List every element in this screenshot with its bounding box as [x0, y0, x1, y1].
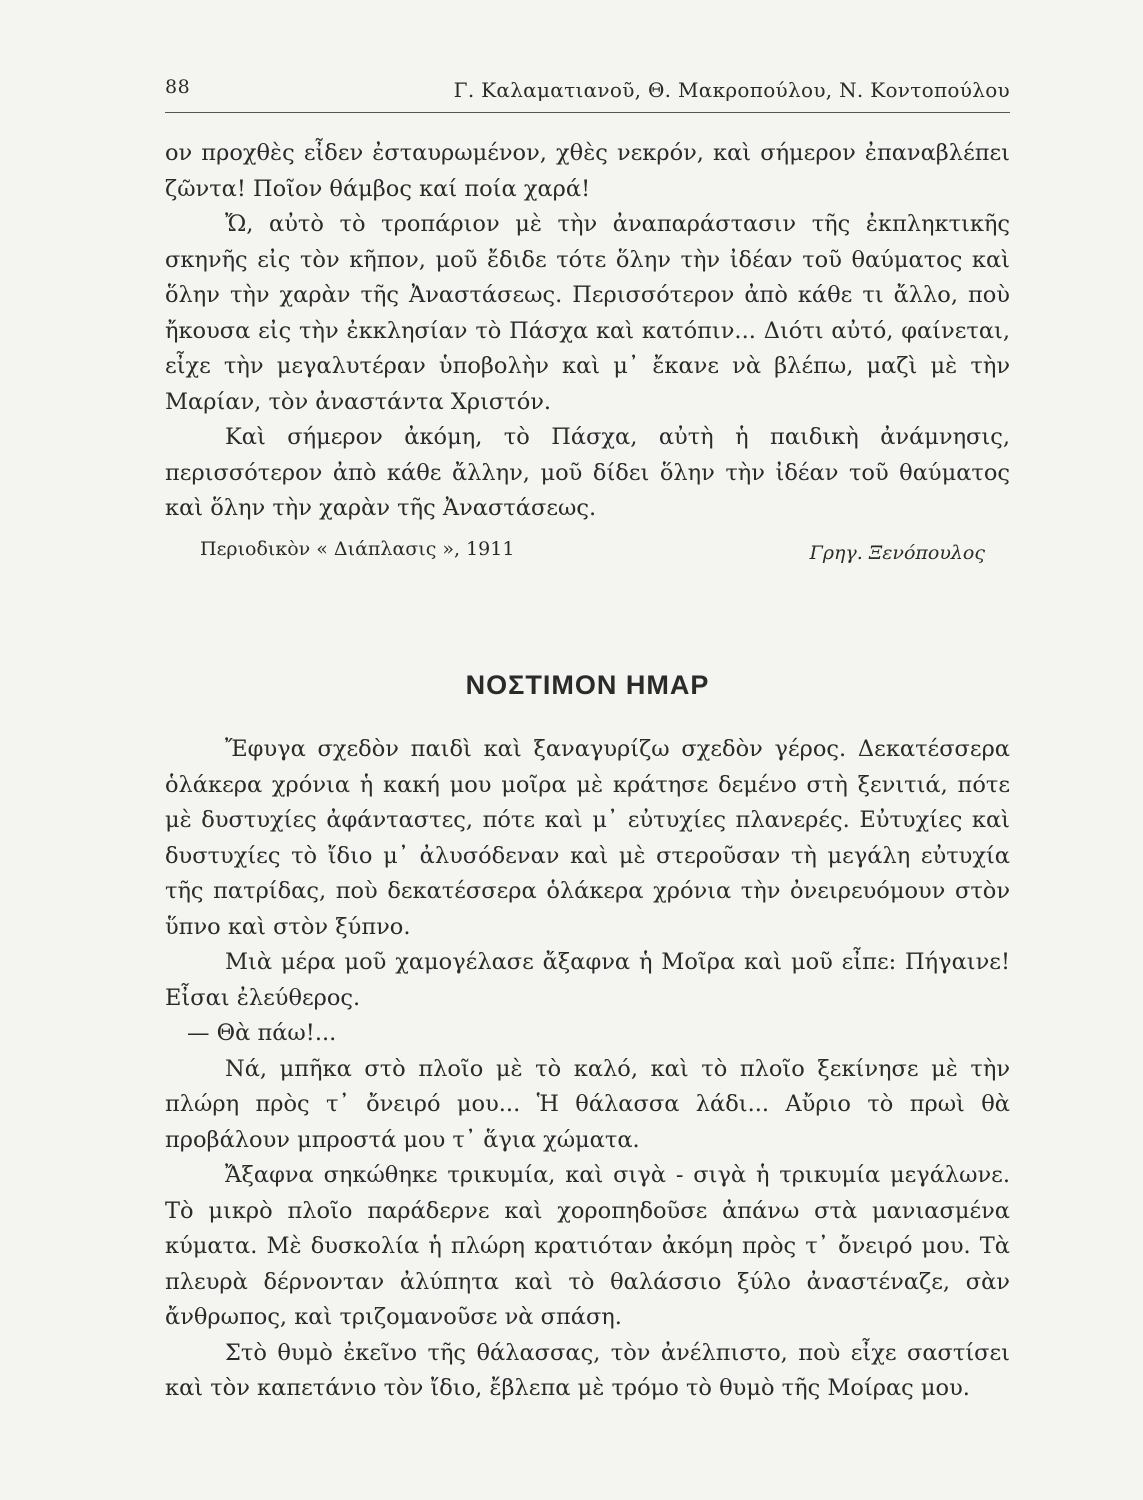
paragraph: Νά, μπῆκα στὸ πλοῖο μὲ τὸ καλό, καὶ τὸ πλοῖο ξεκίνησε μὲ τὴν πλώρη πρὸς τ᾿ ὄνειρό μου... Ἡ θάλασσα λάδι... Αὔριο τὸ πρωὶ θὰ προβάλουν μπροστά μου τ᾿ ἅγια χώματα. — [165, 1055, 1010, 1153]
paragraph: Μιὰ μέρα μοῦ χαμογέλασε ἄξαφνα ἡ Μοῖρα καὶ μοῦ εἶπε: Πήγαινε! Εἶσαι ἐλεύθερος. — [165, 949, 1010, 1011]
paragraph: Ἔφυγα σχεδὸν παιδὶ καὶ ξαναγυρίζω σχεδὸν γέρος. Δεκατέσσερα ὁλάκερα χρόνια ἡ κακή μου μοῖρα μὲ κράτησε δεμένο στὴ ξενιτιά, πότε μὲ δυστυχίες ἀφάνταστες, πότε καὶ μ᾿ εὐτυχίες πλανερές. Εὐτυχίες καὶ δυστυχίες τὸ ἴδιο μ᾿ ἀλυσόδεναν καὶ μὲ στεροῦσαν τὴ μεγάλη εὐτυχία τῆς πατρίδας, ποὺ δεκατέσσερα ὁλάκερα χρόνια τὴν ὀνειρευόμουν στὸν ὕπνο καὶ στὸν ξύπνο. — [165, 736, 1010, 940]
story-text-section — [165, 732, 1010, 1407]
page-header — [165, 72, 1010, 113]
credit-source: Περιοδικὸν « Διάπλασις », 1911 — [200, 538, 515, 560]
paragraph: Καὶ σήμερον ἀκόμη, τὸ Πάσχα, αὐτὴ ἡ παιδικὴ ἀνάμνησις, περισσότερον ἀπὸ κάθε ἄλλην, μοῦ δίδει ὅλην τὴν ἰδέαν τοῦ θαύματος καὶ ὅλην τὴν χαρὰν τῆς Ἀναστάσεως. — [165, 424, 1010, 521]
paragraph: Ἄξαφνα σηκώθηκε τρικυμία, καὶ σιγὰ - σιγὰ ἡ τρικυμία μεγάλωνε. Τὸ μικρὸ πλοῖο παράδερνε καὶ χοροπηδοῦσε ἀπάνω στὰ μανιασμένα κύματα. Μὲ δυσκολία ἡ πλώρη κρατιόταν ἀκόμη πρὸς τ᾿ ὄνειρό μου. Τὰ πλευρὰ δέρνονταν ἀλύπητα καὶ τὸ θαλάσσιο ξύλο ἀναστέναζε, σὰν ἄνθρωπος, καὶ τριζομανοῦσε νὰ σπάση. — [165, 1162, 1010, 1330]
dialogue-line: — Θὰ πάω!... — [187, 1020, 337, 1046]
story-title: ΝΟΣΤΙΜΟΝ ΗΜΑΡ — [465, 670, 710, 700]
running-head: Γ. Καλαματιανοῦ, Θ. Μακροπούλου, Ν. Κοντοπούλου — [453, 78, 1010, 102]
paragraph: Στὸ θυμὸ ἐκεῖνο τῆς θάλασσας, τὸν ἀνέλπιστο, ποὺ εἶχε σαστίσει καὶ τὸν καπετάνιο τὸν ἴδιο, ἔβλεπα μὲ τρόμο τὸ θυμὸ τῆς Μοίρας μου. — [165, 1339, 1010, 1401]
previous-text-section — [165, 136, 1010, 527]
page-number: 88 — [165, 76, 191, 98]
paragraph: Ὤ, αὐτὸ τὸ τροπάριον μὲ τὴν ἀναπαράστασιν τῆς ἐκπληκτικῆς σκηνῆς εἰς τὸν κῆπον, μοῦ ἔδιδε τότε ὅλην τὴν ἰδέαν τοῦ θαύματος καὶ ὅλην τὴν χαρὰν τῆς Ἀναστάσεως. Περισσότερον ἀπὸ κάθε τι ἄλλο, ποὺ ἤκουσα εἰς τὴν ἐκκλησίαν τὸ Πάσχα καὶ κατόπιν... Διότι αὐτό, φαίνεται, εἶχε τὴν μεγαλυτέραν ὑποβολὴν καὶ μ᾿ ἔκανε νὰ βλέπω, μαζὶ μὲ τὴν Μαρίαν, τὸν ἀναστάντα Χριστόν. — [165, 211, 1010, 415]
paragraph: ον προχθὲς εἶδεν ἐσταυρωμένον, χθὲς νεκρόν, καὶ σήμερον ἐπαναβλέπει ζῶντα! Ποῖον θάμβος καί ποία χαρά! — [165, 140, 1010, 202]
credit-author: Γρηγ. Ξενόπουλος — [809, 542, 985, 564]
source-credit — [165, 538, 1010, 568]
